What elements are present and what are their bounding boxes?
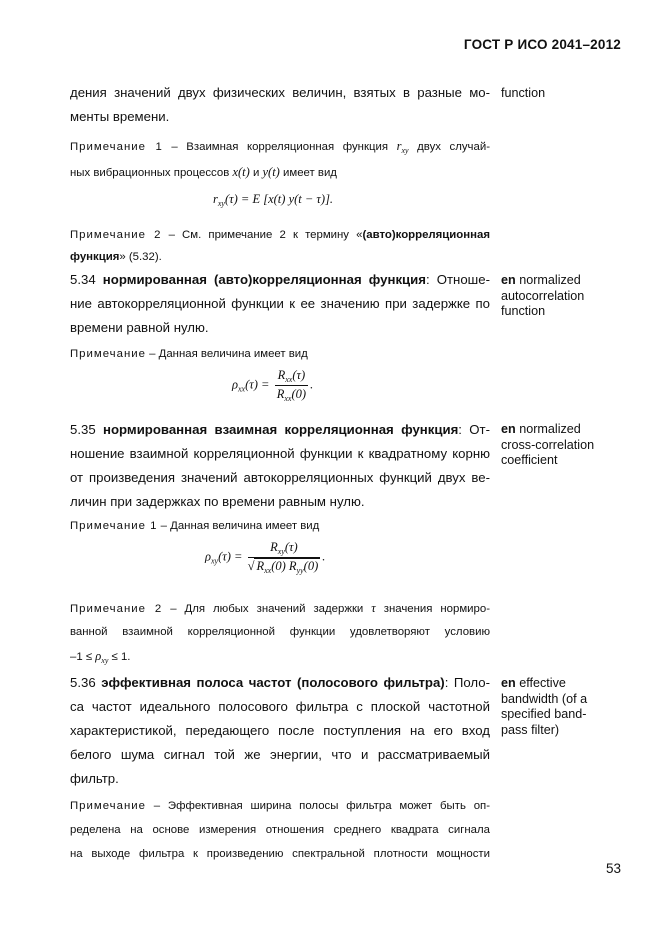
formula-normalized-autocorrelation: $\rho_{xx}(\tau)$ = $\frac{R_{xx}(\tau)}{R_{xx}(0)}$ . bbox=[232, 368, 314, 403]
page-number: 53 bbox=[605, 861, 621, 876]
note-line: ных вибрационных процессов x(t) и y(t) имеет вид bbox=[70, 165, 337, 179]
body-line: са частот идеального полосового фильтра с плоской частотной bbox=[70, 699, 490, 714]
english-term: en normalized autocorrelation function bbox=[501, 273, 585, 318]
term-title: эффективная полоса частот (полосового фильтра) bbox=[101, 675, 445, 690]
note-label: Примечание bbox=[70, 800, 146, 812]
document-header: ГОСТ Р ИСО 2041–2012 bbox=[463, 37, 621, 52]
note-line: Примечание – Эффективная ширина полосы фильтра может быть оп- bbox=[70, 800, 490, 812]
body-line: ношение взаимной корреляционной функции к квадратному корню bbox=[70, 446, 490, 461]
body-line: ние автокорреляционной функции к ее значению при задержке по bbox=[70, 296, 490, 311]
body-line: белого шума сигнал той же энергии, что и рассматриваемый bbox=[70, 747, 490, 762]
body-line: от произведения значений автокорреляционных функций двух ве- bbox=[70, 470, 490, 485]
formula-inline: x(t) bbox=[232, 165, 250, 179]
term-line: 5.34 нормированная (авто)корреляционная функция: Отноше- bbox=[70, 272, 490, 287]
term-title: нормированная взаимная корреляционная функция bbox=[103, 422, 459, 437]
english-term: en effective bandwidth (of a specified band-pass filter) bbox=[501, 676, 588, 737]
body-line: времени равной нулю. bbox=[70, 320, 209, 335]
note-line: Примечание 1 – Данная величина имеет вид bbox=[70, 520, 320, 532]
formula-inline: $r_{xy}$ bbox=[396, 139, 409, 155]
note-line: ределена на основе измерения отношения среднего квадрата сигнала bbox=[70, 824, 490, 836]
body-line: дения значений двух физических величин, взятых в разные мо- bbox=[70, 85, 490, 100]
term-title: нормированная (авто)корреляционная функция bbox=[102, 272, 426, 287]
note-line: функция» (5.32). bbox=[70, 251, 162, 263]
body-line: личин при задержках по времени равным нулю. bbox=[70, 494, 365, 509]
note-line: Примечание 2 – См. примечание 2 к термину «(авто)корреляционная bbox=[70, 229, 490, 241]
note-label: Примечание 1 bbox=[70, 520, 158, 532]
note-line: ванной взаимной корреляционной функции удовлетворяют условию bbox=[70, 626, 490, 638]
term-line: 5.36 эффективная полоса частот (полосового фильтра): Поло- bbox=[70, 675, 490, 690]
note-label: Примечание 2 bbox=[70, 229, 162, 241]
formula-inline: y(t) bbox=[262, 165, 280, 179]
body-line: менты времени. bbox=[70, 109, 170, 124]
term-number: 5.36 bbox=[70, 675, 102, 690]
term-number: 5.34 bbox=[70, 272, 103, 287]
note-line: Примечание 2 – Для любых значений задержки τ значения нормиро- bbox=[70, 601, 490, 615]
term-line: 5.35 нормированная взаимная корреляционная функция: От- bbox=[70, 422, 490, 437]
note-label: Примечание bbox=[70, 348, 146, 360]
formula-cross-correlation: $r_{xy}(\tau) = E$ [x(t) y(t − τ)]. bbox=[213, 192, 334, 208]
note-label: Примечание 2 bbox=[70, 603, 163, 615]
note-line: на выходе фильтра к произведению спектральной плотности мощности bbox=[70, 848, 490, 860]
english-term: en normalized cross-correlation coefficient bbox=[501, 422, 595, 467]
term-number: 5.35 bbox=[70, 422, 104, 437]
note-line: $-1 \le \rho_{xy} \le 1$. bbox=[70, 649, 131, 665]
note-line: Примечание – Данная величина имеет вид bbox=[70, 348, 308, 360]
note-line: Примечание 1 – Взаимная корреляционная функция $r_{xy}$ двух случай- bbox=[70, 139, 490, 155]
formula-normalized-cross-correlation: $\rho_{xy}(\tau)$ = $\frac{R_{xy}(\tau)}{√ R_{xx}(0) R_{yy}(0)}$ . bbox=[205, 540, 326, 575]
body-line: фильтр. bbox=[70, 771, 119, 786]
body-line: характеристикой, передающего после поступления на его вход bbox=[70, 723, 490, 738]
english-term: function bbox=[501, 86, 546, 100]
note-label: Примечание 1 bbox=[70, 141, 163, 153]
